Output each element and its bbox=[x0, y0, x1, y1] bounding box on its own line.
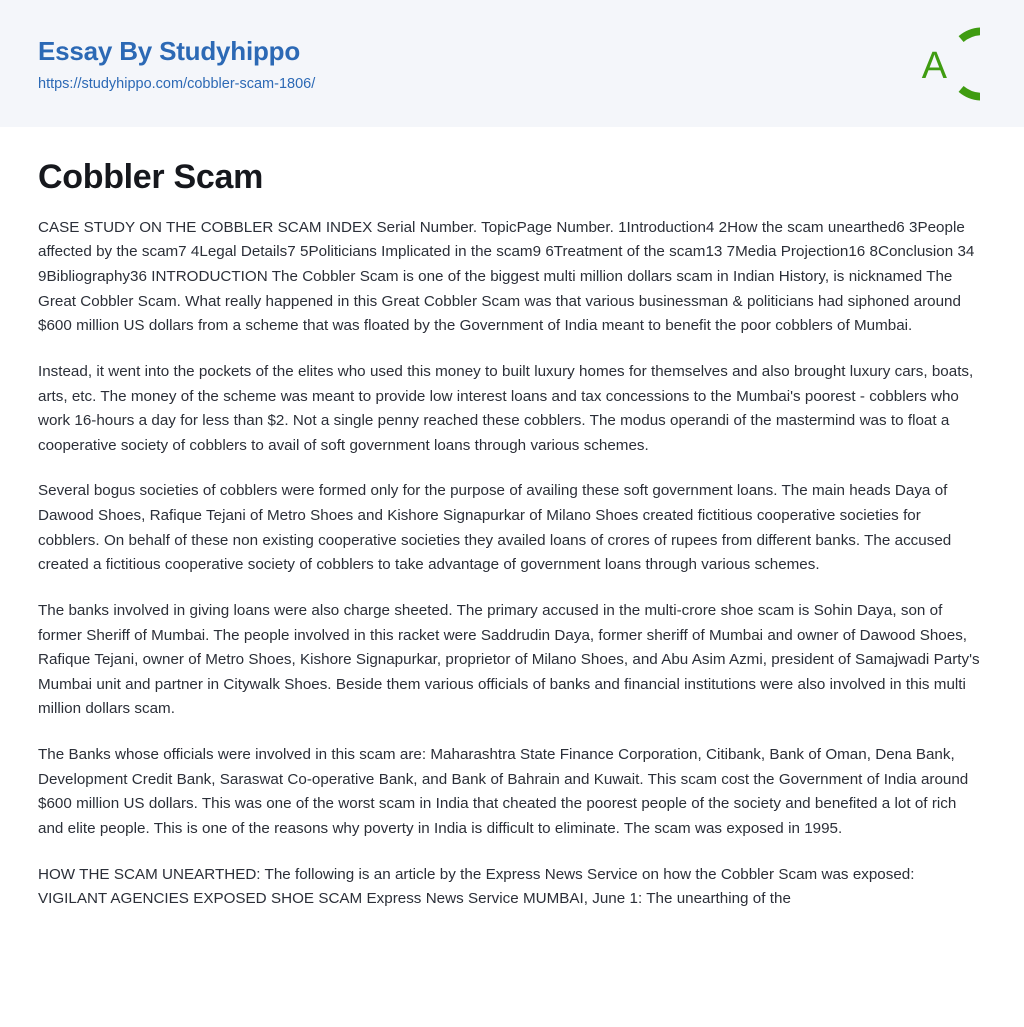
site-header bbox=[0, 0, 1024, 127]
paragraph: CASE STUDY ON THE COBBLER SCAM INDEX Serial Number. TopicPage Number. 1Introduction4 2How the scam unearthed6 3People affected by the scam7 4Legal Details7 5Politicians Implicated in the scam9 6Treatment of the scam13 7Media Projection16 8Conclusion 34 9Bibliography36 INTRODUCTION The Cobbler Scam is one of the biggest multi million dollars scam in Indian History, is nicknamed The Great Cobbler Scam. What really happened in this Great Cobbler Scam was that various businessman & politicians had siphoned around $600 million US dollars from a scheme that was floated by the Government of India meant to benefit the poor cobblers of Mumbai. bbox=[38, 218, 975, 335]
brand-title: Essay By Studyhippo bbox=[38, 36, 301, 67]
article-body bbox=[38, 216, 980, 912]
brand-block bbox=[38, 33, 315, 93]
page-title: Cobbler Scam bbox=[38, 158, 264, 196]
paragraph: Instead, it went into the pockets of the elites who used this money to built luxury homes for themselves and also brought luxury cars, boats, arts, etc. The money of the scheme was meant to provide low interest loans and tax concessions to the Mumbai's poorest - cobblers who work 16-hours a day for less than $2. Not a single penny reached these cobblers. The modus operandi of the mastermind was to float a cooperative society of cobblers to avail of soft government loans through various schemes. bbox=[38, 362, 974, 454]
paragraph: The Banks whose officials were involved in this scam are: Maharashtra State Finance Corporation, Citibank, Bank of Oman, Dena Bank, Development Credit Bank, Saraswat Co-operative Bank, and Bank of Bahrain and Kuwait. This scam cost the Government of India around $600 million US dollars. This was one of the worst scam in India that cheated the poorest people of the society and benefited a lot of rich and elite people. This is one of the reasons why poverty in India is difficult to eliminate. The scam was exposed in 1995. bbox=[38, 746, 969, 837]
svg-text:A: A bbox=[921, 44, 948, 87]
paragraph: HOW THE SCAM UNEARTHED: The following is an article by the Express News Service on how the Cobbler Scam was exposed: VIGILANT AGENCIES EXPOSED SHOE SCAM Express News Service MUMBAI, June 1: The unearthing of the bbox=[38, 865, 915, 908]
studyhippo-logo-icon bbox=[894, 21, 980, 107]
paragraph: The banks involved in giving loans were also charge sheeted. The primary accused in the multi-crore shoe scam is Sohin Daya, son of former Sheriff of Mumbai. The people involved in this racket were Saddrudin Daya, former sheriff of Mumbai and owner of Dawood Shoes, Rafique Tejani, owner of Metro Shoes, Kishore Signapurkar, proprietor of Milano Shoes, and Abu Asim Azmi, president of Samajwadi Party's Mumbai unit and partner in Citywalk Shoes. Beside them various officials of banks and financial institutions were also involved in this multi million dollars scam. bbox=[38, 601, 980, 718]
source-url[interactable]: https://studyhippo.com/cobbler-scam-1806/ bbox=[38, 76, 316, 93]
article bbox=[0, 127, 1024, 912]
paragraph: Several bogus societies of cobblers were formed only for the purpose of availing these soft government loans. The main heads Daya of Dawood Shoes, Rafique Tejani of Metro Shoes and Kishore Signapurkar of Milano Shoes created fictitious cooperative societies for cobblers. On behalf of these non existing cooperative societies they availed loans of crores of rupees from different banks. The accused created a fictitious cooperative society of cobblers to take advantage of government loans through various schemes. bbox=[38, 482, 952, 574]
